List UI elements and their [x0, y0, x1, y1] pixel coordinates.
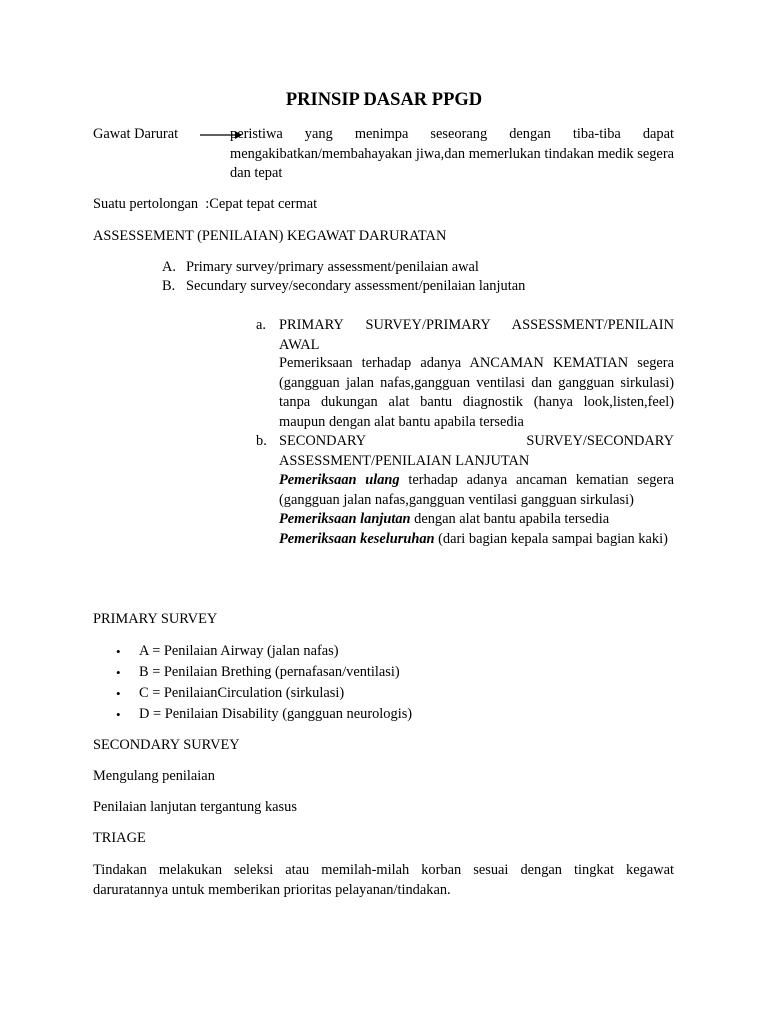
assessment-heading: ASSESSEMENT (PENILAIAN) KEGAWAT DARURATAN: [93, 228, 447, 244]
list-item: A = Penilaian Airway (jalan nafas): [139, 643, 339, 659]
primary-survey-heading: PRIMARY SURVEY/PRIMARY ASSESSMENT/PENILAIN AWAL: [279, 317, 674, 353]
secondary-item: Pemeriksaan ulang terhadap adanya ancaman kematian segera (gangguan jalan nafas,gangguan ventilasi gangguan sirkulasi): [279, 472, 674, 508]
gawat-definition: peristiwa yang menimpa seseorang dengan tiba-tiba dapat mengakibatkan/membahayakan jiwa,dan memerlukan tindakan medik segera dan tepat: [230, 126, 674, 181]
secondary-paragraph: Mengulang penilaian: [93, 768, 215, 784]
secondary-item: Pemeriksaan keseluruhan (dari bagian kepala sampai bagian kaki): [279, 530, 668, 547]
pertolongan-text: Suatu pertolongan :Cepat tepat cermat: [93, 196, 318, 212]
list-item: D = Penilaian Disability (gangguan neurologis): [139, 706, 413, 722]
primary-heading: PRIMARY SURVEY: [93, 611, 218, 627]
secondary-survey-heading: SECONDARY SURVEY/SECONDARY ASSESSMENT/PENILAIAN LANJUTAN: [279, 433, 674, 469]
secondary-survey-description: [279, 471, 674, 549]
document-title: PRINSIP DASAR PPGD: [285, 90, 483, 110]
primary-survey-description: Pemeriksaan terhadap adanya ANCAMAN KEMATIAN segera (gangguan jalan nafas,gangguan ventilasi dan gangguan sirkulasi) tanpa dukungan alat bantu diagnostik (hanya look,listen,feel) maupun dengan alat bantu apabila tersedia: [279, 355, 674, 430]
list-marker: A.: [162, 259, 176, 275]
bullet-icon: •: [116, 665, 121, 680]
list-item: B = Penilaian Brething (pernafasan/ventilasi): [139, 664, 400, 680]
list-item: C = PenilaianCirculation (sirkulasi): [139, 685, 345, 701]
list-marker: b.: [256, 433, 267, 449]
secondary-paragraph: Penilaian lanjutan tergantung kasus: [93, 799, 297, 815]
list-marker: a.: [256, 317, 266, 333]
list-item: Primary survey/primary assessment/penilaian awal: [186, 259, 479, 275]
triage-text: Tindakan melakukan seleksi atau memilah-milah korban sesuai dengan tingkat kegawat daruratannya untuk memberikan prioritas pelayanan/tindakan.: [93, 862, 674, 898]
bullet-icon: •: [116, 707, 121, 722]
gawat-term: Gawat Darurat: [93, 126, 179, 142]
list-marker: B.: [162, 278, 176, 294]
secondary-item: Pemeriksaan lanjutan dengan alat bantu apabila tersedia: [279, 511, 610, 527]
list-item: Secundary survey/secondary assessment/penilaian lanjutan: [186, 278, 526, 294]
triage-heading: TRIAGE: [93, 830, 146, 846]
bullet-icon: •: [116, 644, 121, 659]
bullet-icon: •: [116, 686, 121, 701]
secondary-heading: SECONDARY SURVEY: [93, 737, 240, 753]
